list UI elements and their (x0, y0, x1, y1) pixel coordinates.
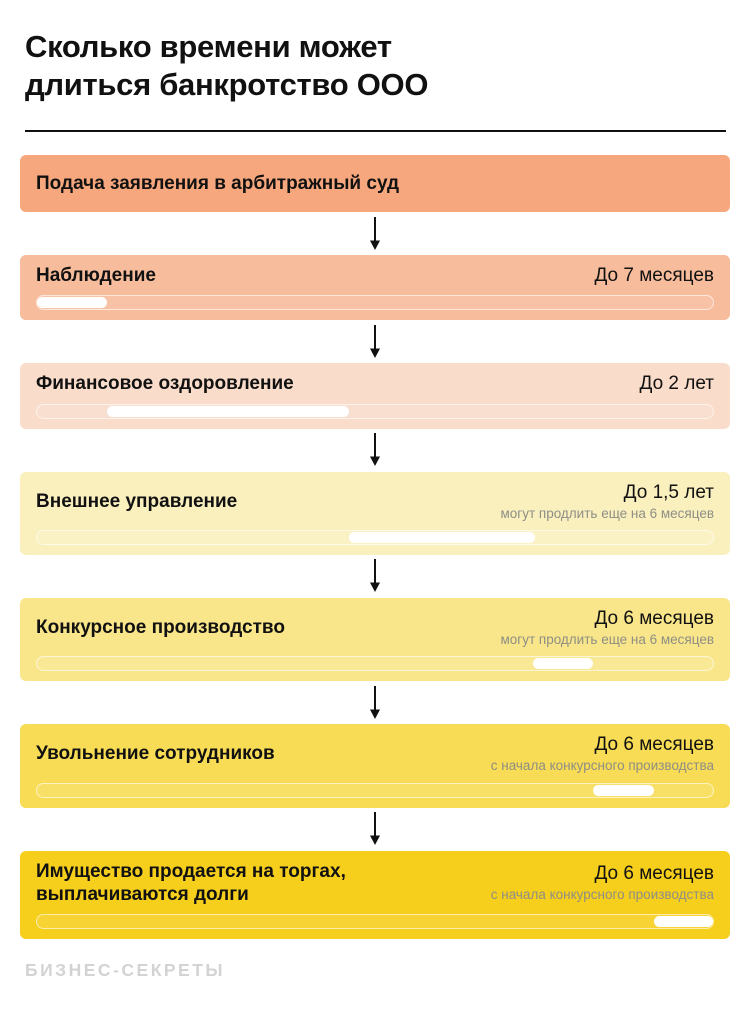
stage-asset-sale (20, 851, 730, 939)
timeline-fill (654, 916, 713, 927)
stage-filing (20, 155, 730, 212)
page-title (25, 28, 428, 104)
timeline-fill (107, 406, 348, 417)
stage-title: Внешнее управление (36, 490, 238, 512)
stage-meta (491, 733, 714, 774)
flow-arrow (20, 320, 730, 363)
timeline-track (36, 295, 714, 310)
stage-title: Конкурсное производство (36, 616, 285, 638)
arrow-down-icon (367, 217, 383, 251)
arrow-down-icon (367, 325, 383, 359)
stage-note: могут продлить еще на 6 месяцев (500, 505, 714, 521)
brand-watermark: БИЗНЕС-СЕКРЕТЫ (25, 960, 226, 980)
stage-title: Имущество продается на торгах, выплачиваются долги (36, 860, 346, 905)
timeline-fill (349, 532, 535, 543)
page-title-line-1: Сколько времени может (25, 29, 392, 64)
stage-head (36, 607, 714, 648)
stage-financial-recovery (20, 363, 730, 428)
stages-flow (20, 155, 730, 939)
stage-head (36, 733, 714, 774)
stage-external-management (20, 472, 730, 555)
stage-note: с начала конкурсного производства (490, 758, 714, 774)
stage-duration: До 6 месяцев (594, 607, 714, 629)
stage-head (36, 860, 714, 906)
stage-employee-dismissal (20, 724, 730, 807)
stage-title: Увольнение сотрудников (36, 743, 275, 765)
timeline-fill (37, 297, 107, 308)
arrow-down-icon (367, 433, 383, 467)
stage-head (36, 372, 714, 395)
timeline-track (36, 914, 714, 929)
stage-note: с начала конкурсного производства (490, 887, 714, 903)
flow-arrow (20, 681, 730, 724)
timeline-fill (533, 658, 593, 669)
stage-bankruptcy-proceedings (20, 598, 730, 681)
stage-meta (491, 862, 714, 903)
flow-arrow (20, 555, 730, 598)
title-divider (25, 130, 726, 132)
flow-arrow (20, 429, 730, 472)
timeline-fill (593, 785, 653, 796)
arrow-down-icon (367, 559, 383, 593)
timeline-track (36, 530, 714, 545)
arrow-down-icon (367, 686, 383, 720)
stage-duration: До 6 месяцев (594, 863, 714, 885)
timeline-track (36, 783, 714, 798)
flow-arrow (20, 808, 730, 851)
stage-duration: До 2 лет (639, 373, 714, 395)
flow-arrow (20, 212, 730, 255)
stage-meta (640, 372, 715, 395)
stage-duration: До 7 месяцев (594, 265, 714, 287)
stage-title: Финансовое оздоровление (36, 373, 294, 395)
stage-meta (501, 607, 715, 648)
stage-head (36, 481, 714, 522)
stage-duration: До 6 месяцев (594, 734, 714, 756)
stage-head (36, 264, 714, 287)
timeline-track (36, 656, 714, 671)
stage-title: Наблюдение (36, 265, 156, 287)
stage-duration: До 1,5 лет (623, 481, 714, 503)
stage-meta (501, 481, 715, 522)
stage-observation (20, 255, 730, 320)
timeline-track (36, 404, 714, 419)
arrow-down-icon (367, 812, 383, 846)
stage-meta (594, 264, 714, 287)
page-title-line-2: длиться банкротство ООО (25, 66, 429, 102)
stage-note: могут продлить еще на 6 месяцев (500, 632, 714, 648)
stage-title: Подача заявления в арбитражный суд (36, 173, 400, 194)
